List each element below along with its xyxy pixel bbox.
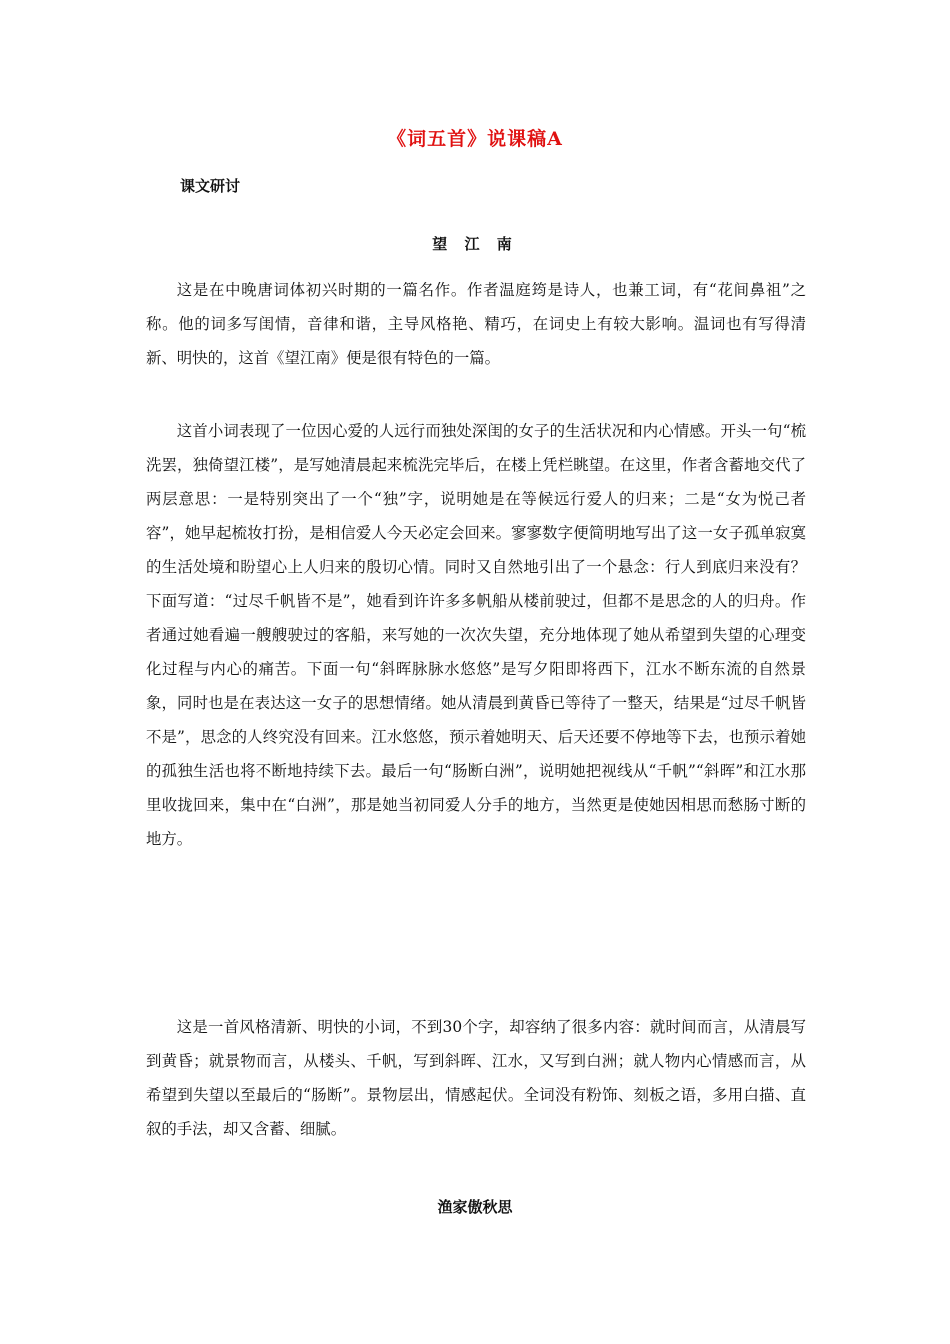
poem-title-wangjiangnan: 望 江 南: [432, 235, 518, 253]
paragraph: 这是一首风格清新、明快的小词，不到30个字，却容纳了很多内容：就时间而言，从清晨写到黄昏；就景物而言，从楼头、千帆，写到斜晖、江水，又写到白洲；就人物内心情感而言，从希望到失望以至最后的“肠断”。景物层出，情感起伏。全词没有粉饰、刻板之语，多用白描、直叙的手法，却又含蓄、细腻。: [146, 1018, 806, 1138]
paragraph: 这首小词表现了一位因心爱的人远行而独处深闺的女子的生活状况和内心情感。开头一句“梳洗罢，独倚望江楼”，是写她清晨起来梳洗完毕后，在楼上凭栏眺望。在这里，作者含蓄地交代了两层意思：一是特别突出了一个“独”字，说明她是在等候远行爱人的归来；二是“女为悦己者容”，她早起梳妆打扮，是相信爱人今天必定会回来。寥寥数字便简明地写出了这一女子孤单寂寞的生活处境和盼望心上人归来的殷切心情。同时又自然地引出了一个悬念：行人到底归来没有？下面写道：“过尽千帆皆不是”，她看到许许多多帆船从楼前驶过，但都不是思念的人的归舟。作者通过她看遍一艘艘驶过的客船，来写她的一次次失望，充分地体现了她从希望到失望的心理变化过程与内心的痛苦。下面一句“斜晖脉脉水悠悠”是写夕阳即将西下，江水不断东流的自然景象，同时也是在表达这一女子的思想情绪。她从清晨到黄昏已等待了一整天，结果是“过尽千帆皆不是”，思念的人终究没有回来。江水悠悠，预示着她明天、后天还要不停地等下去，也预示着她的孤独生活也将不断地持续下去。最后一句“肠断白洲”，说明她把视线从“千帆”“斜晖”和江水那里收拢回来，集中在“白洲”，那是她当初同爱人分手的地方，当然更是使她因相思而愁肠寸断的地方。: [146, 422, 806, 848]
paragraph: 这是在中晚唐词体初兴时期的一篇名作。作者温庭筠是诗人，也兼工词，有“花间鼻祖”之称。他的词多写闺情，音律和谐，主导风格艳、精巧，在词史上有较大影响。温词也有写得清新、明快的，这首《望江南》便是很有特色的一篇。: [146, 281, 806, 367]
section-heading: 课文研讨: [180, 177, 241, 195]
poem-title-yujiaao: 渔家傲秋思: [437, 1198, 513, 1216]
document-title: 《词五首》说课稿A: [387, 128, 563, 150]
